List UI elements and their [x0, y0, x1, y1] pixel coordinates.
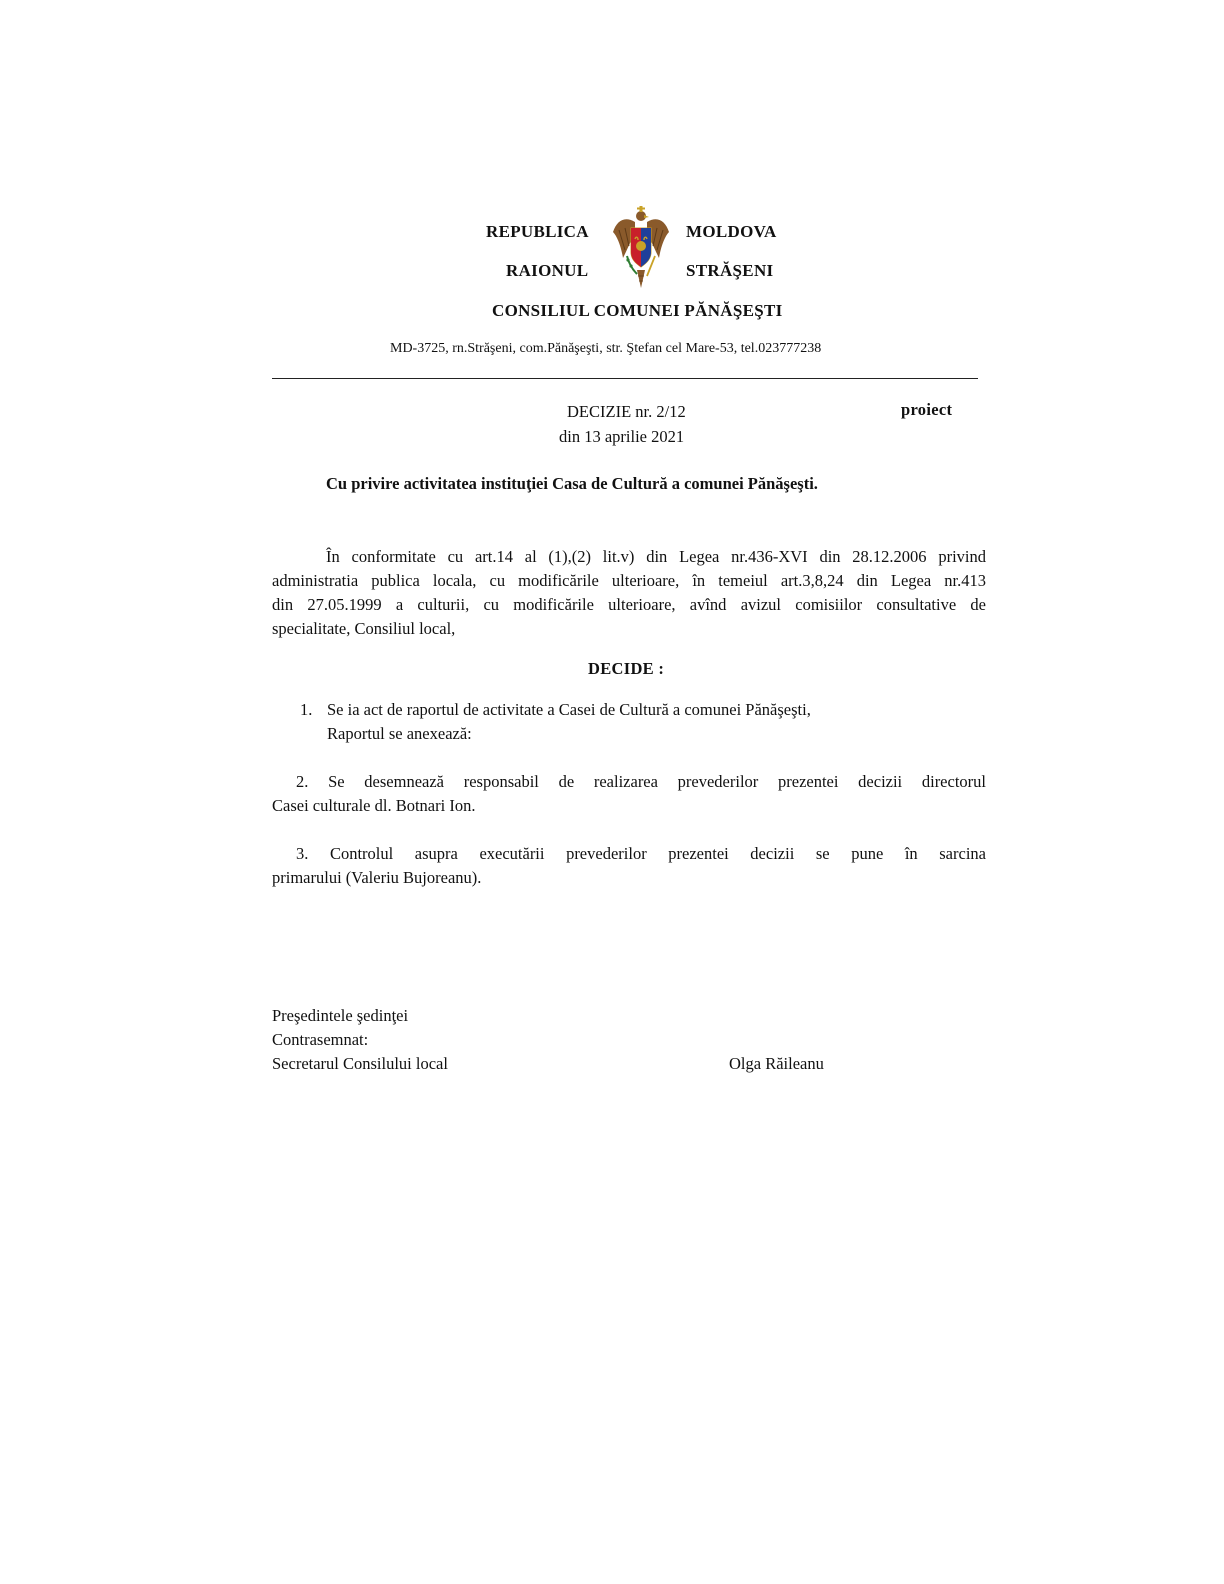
header-raionul: RAIONUL: [506, 261, 589, 280]
signature-secretary-title: Secretarul Consilului local: [272, 1054, 448, 1073]
header-straseni: STRĂŞENI: [686, 261, 774, 280]
decide-heading: DECIDE :: [588, 659, 665, 678]
signature-secretary-name: Olga Răileanu: [729, 1054, 824, 1073]
preamble-line: În conformitate cu art.14 al (1),(2) lit.v) din Legea nr.436-XVI din 28.12.2006 privind: [326, 547, 986, 566]
item-3-paragraph: [272, 842, 986, 890]
preamble-line: administratia publica locala, cu modificările ulterioare, în temeiul art.3,8,24 din Legea nr.413: [272, 571, 986, 590]
decision-subject: Cu privire activitatea instituţiei Casa de Cultură a comunei Pănăşeşti.: [326, 474, 818, 493]
moldova-coat-of-arms-icon: [611, 206, 671, 290]
header-moldova: MOLDOVA: [686, 222, 777, 241]
item-1-number: 1.: [300, 700, 313, 719]
item-2-line: 2. Se desemnează responsabil de realizarea prevederilor prezentei decizii directorul: [296, 772, 986, 791]
signature-countersigned: Contrasemnat:: [272, 1030, 369, 1049]
signature-chair: Preşedintele şedinţei: [272, 1006, 409, 1025]
council-address: MD-3725, rn.Străşeni, com.Pănăşeşti, str. Ştefan cel Mare-53, tel.023777238: [390, 341, 822, 356]
item-3-line: 3. Controlul asupra executării prevederilor prezentei decizii se pune în sarcina: [296, 844, 986, 863]
header-republica: REPUBLICA: [486, 222, 589, 241]
decision-date: din 13 aprilie 2021: [559, 427, 685, 446]
item-2-paragraph: [272, 770, 986, 818]
item-1-line: Raportul se anexează:: [327, 724, 472, 743]
preamble-paragraph: [272, 545, 986, 641]
preamble-line: specialitate, Consiliul local,: [272, 619, 456, 638]
status-badge: proiect: [901, 400, 953, 419]
council-name: CONSILIUL COMUNEI PĂNĂŞEŞTI: [492, 301, 783, 320]
header-divider: [272, 378, 978, 379]
item-2-line: Casei culturale dl. Botnari Ion.: [272, 796, 476, 815]
item-1-line: Se ia act de raportul de activitate a Casei de Cultură a comunei Pănăşeşti,: [327, 700, 811, 719]
item-3-line: primarului (Valeriu Bujoreanu).: [272, 868, 482, 887]
preamble-line: din 27.05.1999 a culturii, cu modificările ulterioare, avînd avizul comisiilor consultative de: [272, 595, 986, 614]
decision-number: DECIZIE nr. 2/12: [567, 402, 686, 421]
